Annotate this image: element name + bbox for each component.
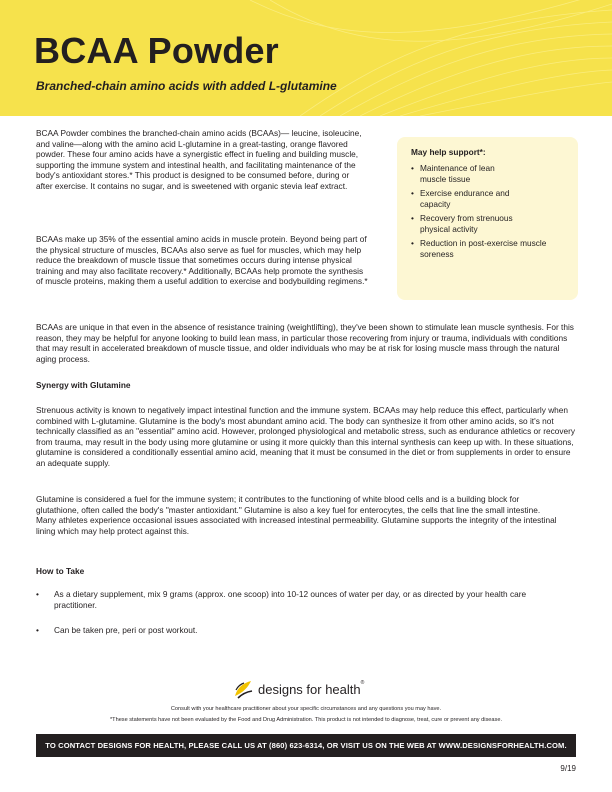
- contact-text: TO CONTACT DESIGNS FOR HEALTH, PLEASE CALL US AT (860) 623-6314, OR VISIT US ON THE WEB AT WWW.DESIGNSFORHEALTH.COM.: [45, 741, 567, 750]
- benefit-text: Reduction in post-exercise muscle soreness: [420, 238, 547, 259]
- benefit-item: [411, 213, 561, 234]
- intro-paragraph-3: BCAAs are unique in that even in the absence of resistance training (weightlifting), they've been shown to stimulate lean muscle synthesis. For this reason, they may be helpful for anyone looking to build lean mass, in particular those recovering from injury or trauma, individuals with conditions that may result in accelerated breakdown of muscle tissue, and older individuals who may be at risk for losing muscle mass through the natural aging process.: [36, 322, 574, 364]
- page-number: 9/19: [560, 764, 576, 773]
- intro-paragraph-2: BCAAs make up 35% of the essential amino acids in muscle protein. Beyond being part of the physical structure of muscles, BCAAs also serve as fuel for muscles, which may help reduce the breakdown of muscle tissue that sometimes occurs during intense physical training and may also facilitate recovery.* Additionally, BCAAs help promote the synthesis of muscle proteins, making them a useful addition to exercise and bodybuilding regimens.*: [36, 234, 368, 286]
- synergy-paragraph-2: Glutamine is considered a fuel for the immune system; it contributes to the functioning of white blood cells and is a building block for glutathione, often called the body's "master antioxidant." Glutamine is also a key fuel for enterocytes, the cells that line the small intestine. Many athletes experience occasional issues associated with increased intestinal permeability. Glutamine supports the integrity of the intestinal lining which may help protect against this.: [36, 494, 557, 536]
- page-title: BCAA Powder: [34, 30, 279, 71]
- dosage-item: [36, 589, 568, 610]
- bullet-icon: •: [411, 188, 414, 198]
- benefits-box: [397, 137, 578, 300]
- logo-text: designs for health: [258, 681, 361, 697]
- registered-mark: ®: [360, 680, 365, 686]
- benefits-list: [411, 163, 561, 263]
- benefit-item: [411, 188, 561, 209]
- bullet-icon: •: [411, 213, 414, 223]
- benefit-text: Maintenance of lean muscle tissue: [420, 163, 495, 184]
- fda-disclaimer: *These statements have not been evaluated by the Food and Drug Administration. This product is not intended to diagnose, treat, cure or prevent any disease.: [109, 717, 502, 723]
- intro-paragraph-1: BCAA Powder combines the branched-chain amino acids (BCAAs)— leucine, isoleucine, and valine—along with the amino acid L-glutamine in a great-tasting, orange flavored powder. These four amino acids have a synergistic effect in fueling and building muscle, supporting the immune system and intestinal health, and facilitating maintenance of the body's antioxidant stores.* This product is designed to be consumed before, during or after exercise. It contains no sugar, and is sweetened with organic stevia leaf extract.: [36, 128, 362, 191]
- page-subtitle: Branched-chain amino acids with added L-glutamine: [36, 79, 337, 93]
- contact-bar: [36, 734, 576, 757]
- timing-text: Can be taken pre, peri or post workout.: [54, 625, 198, 635]
- benefit-text: Recovery from strenuous physical activity: [420, 213, 513, 234]
- benefit-text: Exercise endurance and capacity: [420, 188, 510, 209]
- benefit-item: [411, 163, 561, 184]
- how-to-take-heading: How to Take: [36, 566, 85, 576]
- bullet-icon: •: [411, 238, 414, 248]
- header-banner: [0, 0, 612, 116]
- timing-item: [36, 625, 568, 636]
- consult-note: Consult with your healthcare practitioner about your specific circumstances and any questions you may have.: [170, 706, 442, 712]
- benefits-title: May help support*:: [411, 147, 486, 157]
- benefit-item: [411, 238, 561, 259]
- synergy-paragraph-1: Strenuous activity is known to negatively impact intestinal function and the immune system. BCAAs may help reduce this effect, particularly when combined with L-glutamine. Glutamine is the body's most abundant amino acid. The body can synthesize it from other amino acids, so it's not technically classified as an "essential" amino acid. However, prolonged physiological and metabolic stress, such as endurance athletics or recovery from trauma, may result in the body using more glutamine or using it more quickly than this internal synthesis can keep up with. In these situations, glutamine is considered a conditionally essential amino acid, meaning that it must be consumed in the diet or from supplements in order to ensure an adequate supply.: [36, 405, 576, 468]
- synergy-heading: Synergy with Glutamine: [36, 380, 131, 390]
- leaf-logo-icon: [232, 678, 254, 700]
- company-logo: [232, 678, 364, 700]
- dosage-text: As a dietary supplement, mix 9 grams (approx. one scoop) into 10-12 ounces of water per day, or as directed by your health care practitioner.: [54, 589, 527, 610]
- bullet-icon: •: [411, 163, 414, 173]
- bullet-icon: •: [36, 589, 39, 599]
- bullet-icon: •: [36, 625, 39, 635]
